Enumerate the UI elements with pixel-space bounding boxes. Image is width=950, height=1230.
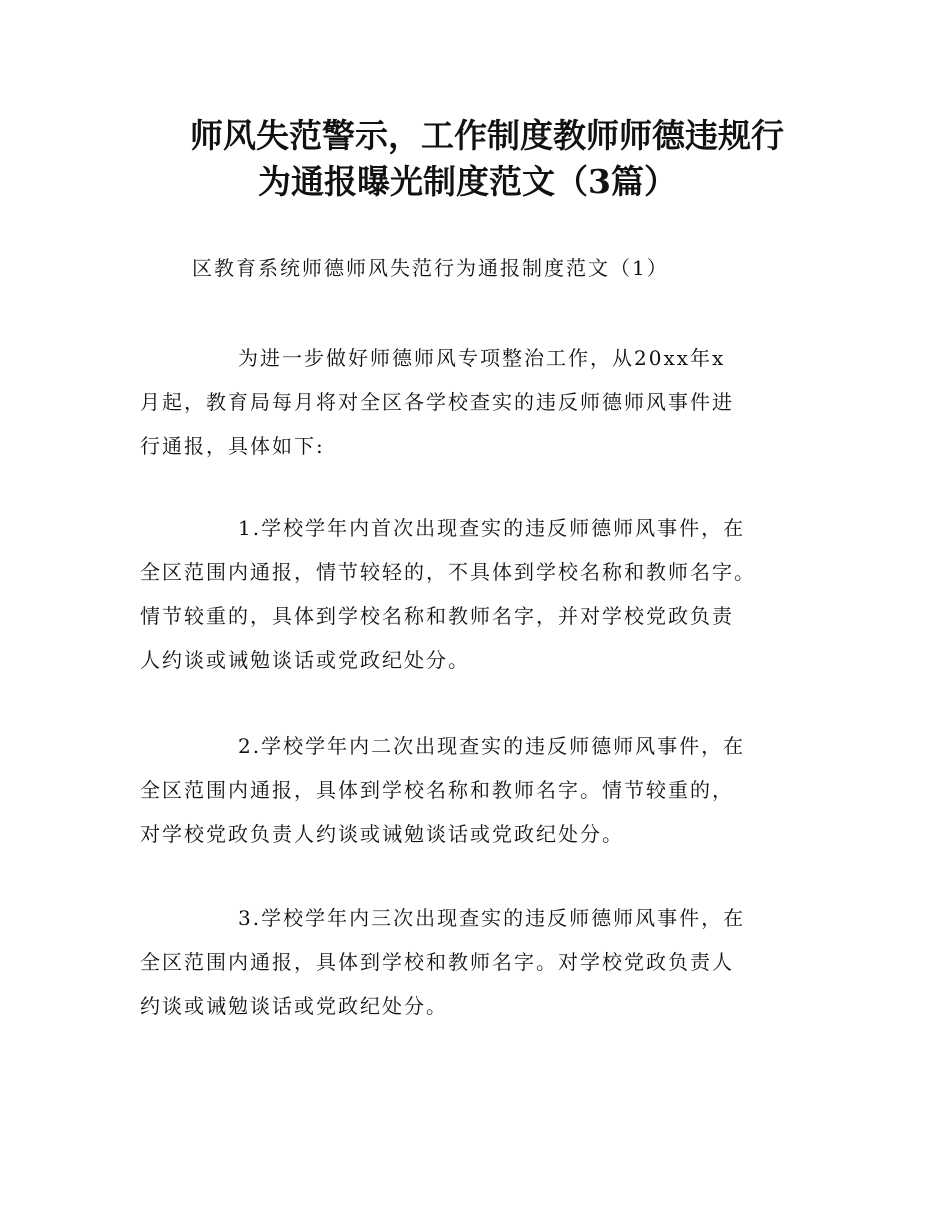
section-subtitle: 区教育系统师德师风失范行为通报制度范文（1）: [192, 256, 669, 280]
paragraph-line: 全区范围内通报，具体到学校名称和教师名字。情节较重的，: [140, 778, 734, 802]
paragraph-rule-1: [140, 506, 820, 682]
paragraph-line: 对学校党政负责人约谈或诫勉谈话或党政纪处分。: [140, 822, 624, 846]
paragraph-line: 全区范围内通报，具体到学校和教师名字。对学校党政负责人: [140, 950, 734, 974]
paragraph-line: 全区范围内通报，情节较轻的，不具体到学校名称和教师名字。: [140, 560, 756, 584]
paragraph-line: 情节较重的，具体到学校名称和教师名字，并对学校党政负责: [140, 604, 734, 628]
paragraph-line: 为进一步做好师德师风专项整治工作，从20xx年x: [238, 346, 726, 370]
paragraph-line: 1.学校学年内首次出现查实的违反师德师风事件，在: [238, 516, 746, 540]
document-title-line-1: 师风失范警示，工作制度教师师德违规行: [190, 116, 784, 155]
paragraph-line: 月起，教育局每月将对全区各学校查实的违反师德师风事件进: [140, 390, 734, 414]
paragraph-intro: [140, 336, 820, 468]
paragraph-line: 行通报，具体如下:: [140, 434, 325, 458]
paragraph-rule-3: [140, 896, 820, 1028]
document-title-line-2: 为通报曝光制度范文（3篇）: [258, 162, 677, 201]
paragraph-line: 约谈或诫勉谈话或党政纪处分。: [140, 994, 448, 1018]
paragraph-line: 3.学校学年内三次出现查实的违反师德师风事件，在: [238, 906, 746, 930]
paragraph-line: 人约谈或诫勉谈话或党政纪处分。: [140, 648, 470, 672]
paragraph-line: 2.学校学年内二次出现查实的违反师德师风事件，在: [238, 734, 746, 758]
paragraph-rule-2: [140, 724, 820, 856]
